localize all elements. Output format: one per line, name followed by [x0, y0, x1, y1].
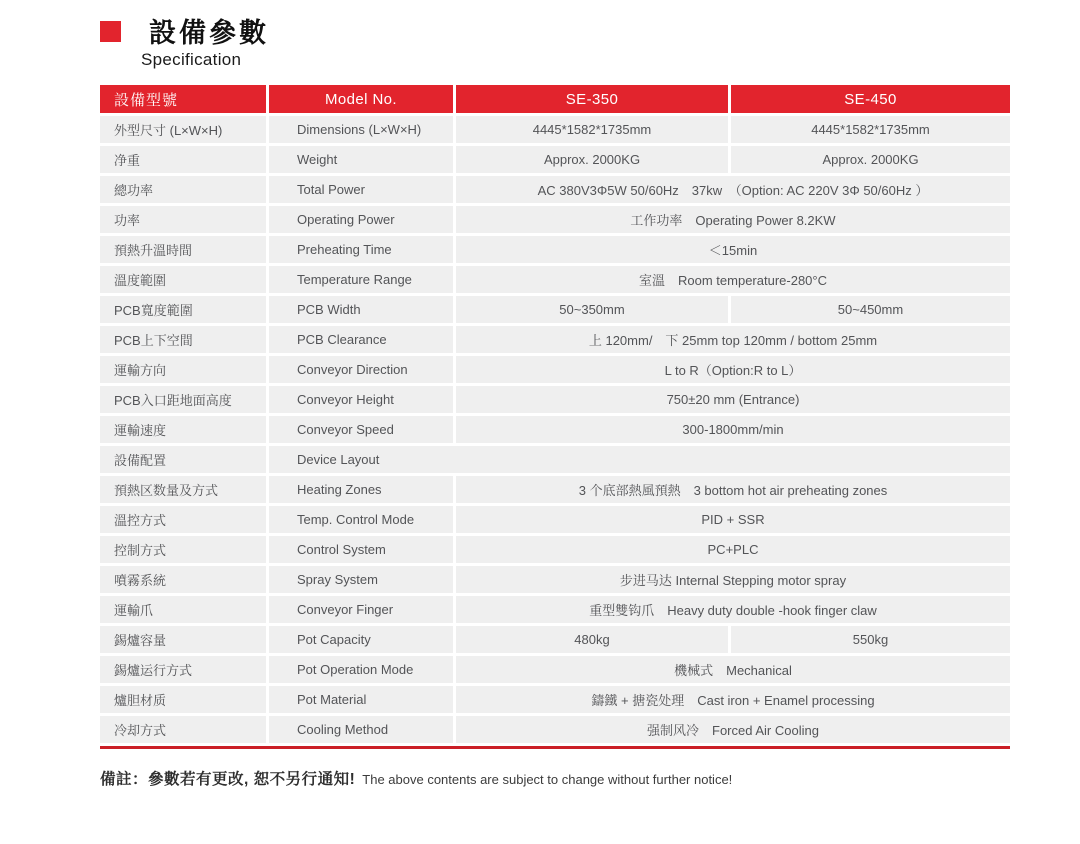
spec-row: [100, 656, 1010, 683]
spec-name-cell: Total Power: [269, 176, 453, 203]
title-bullet-square-icon: [100, 21, 121, 42]
spec-name-cell: Conveyor Direction: [269, 356, 453, 383]
spec-row: [100, 386, 1010, 413]
spec-row: [100, 326, 1010, 353]
spec-value-cell-se450: Approx. 2000KG: [731, 146, 1010, 173]
spec-row: [100, 536, 1010, 563]
spec-value-cell: ＜15min: [456, 236, 1010, 263]
spec-value-cell: 750±20 mm (Entrance): [456, 386, 1010, 413]
spec-row: [100, 446, 1010, 473]
spec-value-cell: 强制风冷 Forced Air Cooling: [456, 716, 1010, 743]
spec-name-cell: Temp. Control Mode: [269, 506, 453, 533]
spec-value-cell-se350: 50~350mm: [456, 296, 728, 323]
spec-value-cell: 上 120mm/ 下 25mm top 120mm / bottom 25mm: [456, 326, 1010, 353]
spec-label-cell: 錫爐运行方式: [100, 656, 266, 683]
spec-name-cell: Pot Material: [269, 686, 453, 713]
spec-value-cell: 鑄鐵 + 搪瓷处理 Cast iron + Enamel processing: [456, 686, 1010, 713]
spec-value-cell-se350: 480kg: [456, 626, 728, 653]
spec-row: [100, 506, 1010, 533]
spec-label-cell: PCB入口距地面高度: [100, 386, 266, 413]
spec-name-cell: Pot Capacity: [269, 626, 453, 653]
spec-value-cell-se350: Approx. 2000KG: [456, 146, 728, 173]
spec-value-cell: L to R（Option:R to L）: [456, 356, 1010, 383]
spec-value-cell-se350: 4445*1582*1735mm: [456, 116, 728, 143]
spec-row: [100, 206, 1010, 233]
spec-value-cell: PC+PLC: [456, 536, 1010, 563]
spec-row: [100, 596, 1010, 623]
spec-name-cell: PCB Clearance: [269, 326, 453, 353]
spec-label-cell: 溫控方式: [100, 506, 266, 533]
table-bottom-red-line: [100, 746, 1010, 749]
spec-name-cell: Spray System: [269, 566, 453, 593]
spec-label-cell: 冷却方式: [100, 716, 266, 743]
spec-label-cell: 控制方式: [100, 536, 266, 563]
spec-name-cell: Heating Zones: [269, 476, 453, 503]
spec-value-cell: 重型雙钩爪 Heavy duty double -hook finger claw: [456, 596, 1010, 623]
spec-label-cell: 爐胆材质: [100, 686, 266, 713]
spec-value-cell: 步进马达 Internal Stepping motor spray: [456, 566, 1010, 593]
spec-label-cell: 功率: [100, 206, 266, 233]
spec-name-cell: Conveyor Height: [269, 386, 453, 413]
spec-label-cell: 溫度範圍: [100, 266, 266, 293]
spec-label-cell: 外型尺寸 (L×W×H): [100, 116, 266, 143]
spec-row: [100, 626, 1010, 653]
spec-label-cell: 净重: [100, 146, 266, 173]
spec-name-cell: Dimensions (L×W×H): [269, 116, 453, 143]
spec-row: [100, 116, 1010, 143]
spec-label-cell: 錫爐容量: [100, 626, 266, 653]
page-subtitle: Specification: [141, 50, 242, 69]
spec-value-cell: 室溫 Room temperature-280°C: [456, 266, 1010, 293]
spec-label-cell: PCB寬度範圍: [100, 296, 266, 323]
header-cell-se450: SE-450: [731, 85, 1010, 113]
spec-value-cell-se450: 4445*1582*1735mm: [731, 116, 1010, 143]
footer-note-english: The above contents are subject to change without further notice!: [362, 772, 733, 787]
spec-name-cell: Conveyor Speed: [269, 416, 453, 443]
spec-name-cell: Operating Power: [269, 206, 453, 233]
header-cell-model-no: Model No.: [269, 85, 453, 113]
spec-row: [100, 176, 1010, 203]
footer-note: [100, 767, 732, 789]
spec-label-cell: 運輸爪: [100, 596, 266, 623]
spec-value-cell: 機械式 Mechanical: [456, 656, 1010, 683]
spec-label-cell: 噴霧系統: [100, 566, 266, 593]
spec-row: [100, 716, 1010, 743]
spec-row: [100, 476, 1010, 503]
spec-name-cell: PCB Width: [269, 296, 453, 323]
spec-value-cell: 工作功率 Operating Power 8.2KW: [456, 206, 1010, 233]
spec-row: [100, 146, 1010, 173]
spec-value-cell: AC 380V3Φ5W 50/60Hz 37kw （Option: AC 220V 3Φ 50/60Hz ）: [456, 176, 1010, 203]
spec-label-cell: 預熱升溫時間: [100, 236, 266, 263]
spec-name-cell: Pot Operation Mode: [269, 656, 453, 683]
spec-value-cell-se450: 550kg: [731, 626, 1010, 653]
spec-value-cell: 3 个底部熱風預熱 3 bottom hot air preheating zones: [456, 476, 1010, 503]
spec-label-cell: 總功率: [100, 176, 266, 203]
spec-label-cell: 運輸方向: [100, 356, 266, 383]
spec-name-cell: Control System: [269, 536, 453, 563]
spec-value-cell: 300-1800mm/min: [456, 416, 1010, 443]
spec-row: [100, 566, 1010, 593]
table-body: [100, 116, 1010, 743]
spec-name-cell: Weight: [269, 146, 453, 173]
header-cell-model-label: 設備型號: [100, 85, 266, 113]
specification-table: [100, 85, 1010, 749]
spec-row: [100, 296, 1010, 323]
table-header-row: [100, 85, 1010, 113]
spec-label-cell: 預熱区数量及方式: [100, 476, 266, 503]
spec-name-cell: Temperature Range: [269, 266, 453, 293]
spec-row: [100, 236, 1010, 263]
footer-note-chinese: 備註：參數若有更改, 恕不另行通知!: [100, 771, 356, 788]
spec-value-cell: PID + SSR: [456, 506, 1010, 533]
header-cell-se350: SE-350: [456, 85, 728, 113]
spec-value-cell-se450: 50~450mm: [731, 296, 1010, 323]
spec-label-cell: 運輸速度: [100, 416, 266, 443]
spec-row: [100, 416, 1010, 443]
spec-name-cell: Device Layout: [269, 446, 1010, 473]
spec-label-cell: PCB上下空間: [100, 326, 266, 353]
page-title: 設備參數: [149, 18, 269, 48]
spec-name-cell: Preheating Time: [269, 236, 453, 263]
spec-row: [100, 266, 1010, 293]
spec-label-cell: 設備配置: [100, 446, 266, 473]
spec-row: [100, 686, 1010, 713]
spec-name-cell: Cooling Method: [269, 716, 453, 743]
spec-row: [100, 356, 1010, 383]
spec-name-cell: Conveyor Finger: [269, 596, 453, 623]
